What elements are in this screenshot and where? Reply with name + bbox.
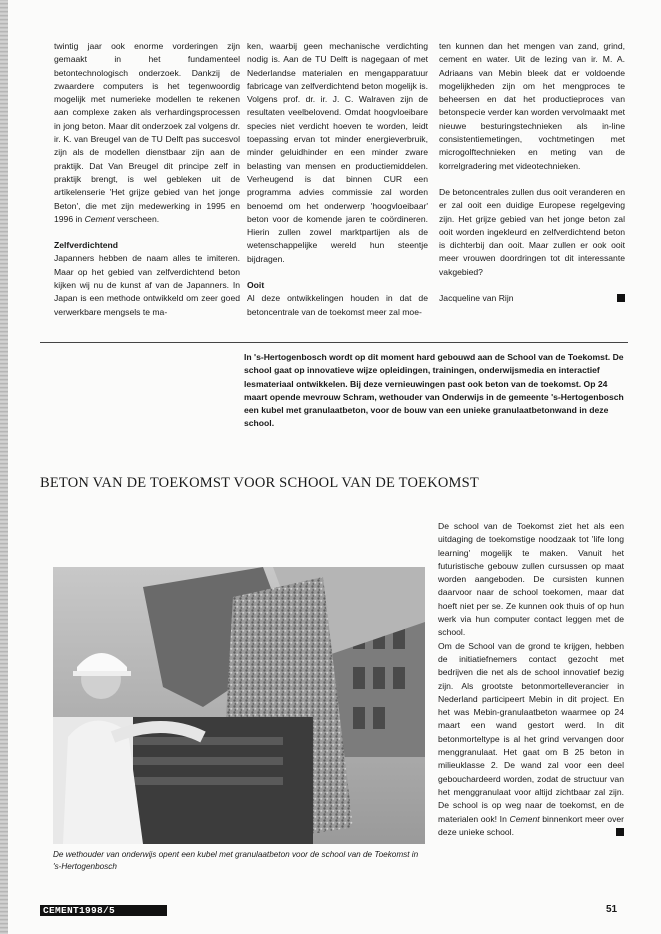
article-column-3	[439, 40, 625, 305]
page-number: 51	[606, 904, 618, 915]
section-divider	[40, 342, 628, 343]
article-body-column	[438, 520, 624, 839]
magazine-name: Cement	[84, 213, 115, 224]
paragraph-text: twintig jaar ook enorme vorderingen zijn gemaakt in het fundamenteel betontechnologisch onderzoek. Dankzij de zwaardere computers is het tegenwoordig mogelijk met numerieke modellen te rekenen aan complexe zaken als verhardingsprocessen in jong beton. Maar dit onderzoek zal volgens dr. ir. K. van Breugel van de TU Delft pas succesvol zijn als de modellen dienstbaar zijn aan de praktijk. Dat Van Breugel dit principe zelf in praktijk brengt, is wel gebleken uit de artikelenserie 'Het grijze gebied van het jonge Beton', die met zijn medewerking in 1995 en 1996 in	[54, 41, 240, 224]
spacer	[247, 266, 428, 279]
section-heading-ooit: Ooit	[247, 280, 265, 291]
paragraph-text: binnenkort meer over deze unieke school.	[438, 813, 625, 837]
article-title: BETON VAN DE TOEKOMST VOOR SCHOOL VAN DE TOEKOMST	[40, 475, 479, 491]
author-name: Jacqueline van Rijn	[439, 293, 514, 304]
paragraph: ken, waarbij geen mechanische verdichting nodig is. Aan de TU Delft is nagegaan of met Nederlandse materialen en mengapparatuur fabricage van zelfverdichtend beton mogelijk is. Volgens prof. dr. ir. J. C. Walraven zijn de resultaten veelbelovend. Omdat hoogvloeibare species niet verdicht hoeven te worden, leidt toepassing ervan tot minder energieverbruik, minder geluidhinder en een minder zware belasting van mensen en productiemiddelen. Verheugend is dat binnen CUR een programma advies commissie zal worden benoemd om het onderwerp 'hoogvloeibaar' beton voor de komende jaren te coördineren. Hierin zullen zowel marktpartijen als de wetenschappelijke wereld hun steentje bijdragen.	[247, 41, 428, 264]
paragraph	[54, 40, 240, 226]
spacer	[439, 279, 625, 292]
journal-issue-badge: CEMENT1998/5	[40, 905, 167, 916]
magazine-name: Cement	[509, 813, 540, 824]
paragraph: Japanners hebben de naam alles te imiteren. Maar op het gebied van zelfverdichtend beton kijken wij nu de kunst af van de Japanners. In Japan is een methode ontwikkeld om zeer goed verwerkbare mengsels te ma-	[54, 253, 240, 317]
spacer	[54, 226, 240, 239]
intro-paragraph	[244, 351, 627, 431]
end-mark-icon	[616, 828, 624, 836]
article-column-2	[247, 40, 428, 319]
paragraph: ten kunnen dan het mengen van zand, grind, cement en water. Uit de lezing van ir. M. A. Adriaans van Mebin bleek dat er voldoende mogelijkheden zijn om het mengproces te beheersen en dat het productieproces van betonspecie verder kan worden vervolmaakt met nieuwe besturingstechnieken als in-line consistentiemetingen, vochtmetingen met microgolftechnieken en meting van de korrelgradering met videotechnieken.	[439, 41, 625, 171]
page-binding-edge	[0, 0, 8, 934]
end-mark-icon	[617, 294, 625, 302]
paragraph	[438, 640, 624, 839]
article-column-1	[54, 40, 240, 319]
paragraph: De school van de Toekomst ziet het als een uitdaging de toekomstige noodzaak tot 'life long learning' mogelijk te maken. Vanuit het futuristische gebouw zullen cursussen op maat worden aangeboden. De cursisten kunnen daarvoor naar de school toekomen, maar dat hoeft niet per se. Ze kunnen ook thuis of op hun werk via hun computer contact leggen met de school.	[438, 521, 624, 638]
spacer	[439, 173, 625, 186]
paragraph: De betoncentrales zullen dus ooit veranderen en er zal ooit een duidige Europese regelgeving zijn. Het grijze gebied van het jonge beton zal ooit worden ingekleurd en zelfverdichtend beton is dichterbij dan ooit. Maar zullen er ook ooit meer vrouwen doordringen tot dit interessante vakgebied?	[439, 186, 625, 277]
photo-concrete-pour-illustration	[53, 567, 425, 844]
article-photo	[53, 567, 425, 844]
section-heading-zelfverdichtend: Zelfverdichtend	[54, 240, 118, 251]
photo-caption: De wethouder van onderwijs opent een kubel met granulaatbeton voor de school van de Toekomst in 's-Hertogenbosch	[53, 850, 419, 871]
intro-text: In 's-Hertogenbosch wordt op dit moment hard gebouwd aan de School van de Toekomst. De school gaat op innovatieve wijze opleidingen, trainingen, onderwijsmedia en interactief lesmateriaal ontwikkelen. Bij deze vernieuwingen past ook beton van de toekomst. Op 24 maart opende mevrouw Schram, wethouder van Onderwijs in de gemeente 's-Hertogenbosch een kubel met granulaatbeton, voor de bouw van een unieke granulaatbetonwand in deze school.	[244, 352, 624, 429]
paragraph-text: verscheen.	[114, 213, 160, 224]
paragraph: Al deze ontwikkelingen houden in dat de betoncentrale van de toekomst meer zal moe-	[247, 293, 428, 317]
paragraph-text: Om de School van de grond te krijgen, hebben de initiatiefnemers contact gezocht met bedrijven die net als de school innovatief bezig zijn. Als grootste betonmortelleverancier in Nederland participeert Mebin in dit project. En het was Mebin-granulaatbeton waarmee op 24 maart een wand gestort werd. In dit betonmorteltype is al het grind vervangen door menggranulaat. Het gaat om B 25 beton in milieuklasse 2. De wand zal voor een deel gebouchardeerd worden, zodat de structuur van het menggranulaat voor altijd zichtbaar zal zijn. De school is op weg naar de toekomst, en de materialen ook! In	[438, 640, 624, 824]
author-line	[439, 292, 625, 305]
